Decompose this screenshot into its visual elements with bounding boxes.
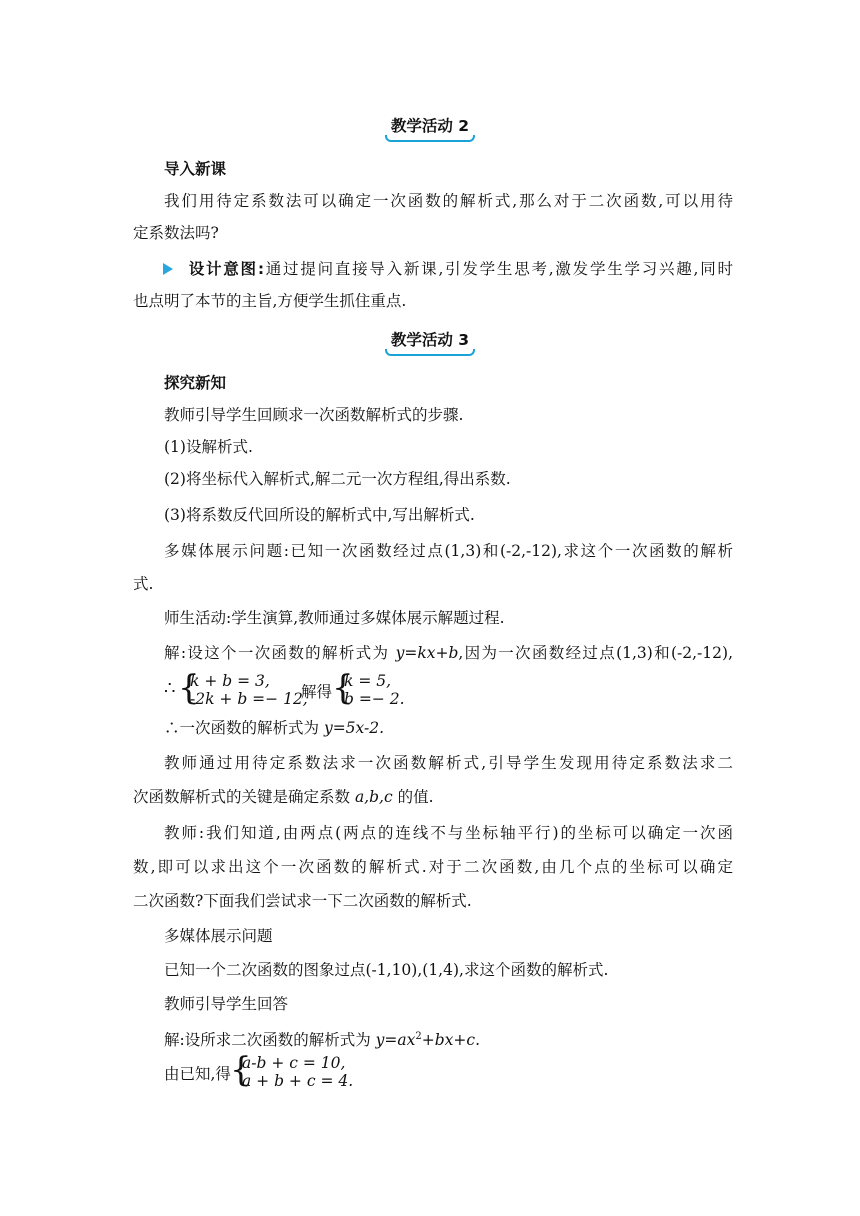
- paragraph-line: 数,即可以求出这个一次函数的解析式.对于二次函数,由几个点的坐标可以确定: [133, 858, 733, 876]
- design-intent-line-2: 也点明了本节的主旨,方便学生抓住重点.: [133, 292, 407, 310]
- equation: a-b + c = 10,: [242, 1054, 346, 1072]
- paragraph-line: 教师:我们知道,由两点(两点的连线不与坐标轴平行)的坐标可以确定一次函: [164, 824, 733, 842]
- equation: k = 5,: [344, 672, 392, 690]
- design-intent-label: 设计意图:: [187, 260, 265, 278]
- left-brace: {: [178, 668, 200, 708]
- activity-3-title: 教学活动 3: [0, 328, 860, 356]
- title-underline-decoration: [385, 349, 475, 356]
- step-3: (3)将系数反代回所设的解析式中,写出解析式.: [164, 506, 475, 524]
- paragraph-line: 教师引导学生回答: [164, 995, 289, 1013]
- equation: b =− 2.: [344, 690, 405, 708]
- therefore-symbol: ∴: [164, 678, 176, 699]
- paragraph-line: 多媒体展示问题:已知一次函数经过点(1,3)和(-2,-12),求这个一次函数的解析: [164, 542, 733, 560]
- solution-result: ∴一次函数的解析式为 y=5x-2.: [164, 719, 385, 737]
- equation-system-1: [164, 668, 564, 712]
- design-intent-line: [163, 258, 733, 280]
- step-1: (1)设解析式.: [164, 438, 253, 456]
- linear-formula: y=kx+b: [395, 644, 459, 662]
- equation-system-2: [164, 1050, 564, 1094]
- left-brace: {: [332, 668, 354, 708]
- equation: k + b = 3,: [190, 672, 270, 690]
- solution-line: 解:设所求二次函数的解析式为 $y=ax^2+bx+c$.: [164, 1031, 481, 1050]
- solution-line: 解:设这个一次函数的解析式为 y=kx+b,因为一次函数经过点(1,3)和(-2,-12),: [164, 644, 733, 662]
- equation: -2k + b =− 12,: [190, 690, 308, 708]
- paragraph-line: 教师引导学生回顾求一次函数解析式的步骤.: [164, 406, 464, 424]
- given-label: 由已知,得: [164, 1065, 231, 1083]
- paragraph-line: 式.: [133, 575, 154, 593]
- step-2: (2)将坐标代入解析式,解二元一次方程组,得出系数.: [164, 470, 511, 488]
- paragraph-line: 已知一个二次函数的图象过点(-1,10),(1,4),求这个函数的解析式.: [164, 961, 609, 979]
- triangle-bullet-icon: [163, 263, 173, 275]
- solve-label: 解得: [301, 683, 333, 701]
- paragraph-line: 定系数法吗?: [133, 224, 219, 242]
- left-brace: {: [230, 1050, 252, 1090]
- activity-2-title: 教学活动 2: [0, 114, 860, 142]
- equation: a + b + c = 4.: [242, 1072, 354, 1090]
- paragraph-line: 次函数解析式的关键是确定系数 a,b,c 的值.: [133, 788, 434, 806]
- paragraph-line: 我们用待定系数法可以确定一次函数的解析式,那么对于二次函数,可以用待: [164, 192, 733, 210]
- section-heading-explore: 探究新知: [164, 374, 227, 392]
- paragraph-line: 教师通过用待定系数法求一次函数解析式,引导学生发现用待定系数法求二: [164, 754, 733, 772]
- title-underline-decoration: [385, 135, 475, 142]
- paragraph-line: 师生活动:学生演算,教师通过多媒体展示解题过程.: [164, 609, 505, 627]
- paragraph-line: 二次函数?下面我们尝试求一下二次函数的解析式.: [133, 892, 472, 910]
- section-heading-import: 导入新课: [164, 160, 227, 178]
- paragraph-line: 多媒体展示问题: [164, 927, 273, 945]
- design-intent-text: 通过提问直接导入新课,引发学生思考,激发学生学习兴趣,同时: [264, 260, 733, 278]
